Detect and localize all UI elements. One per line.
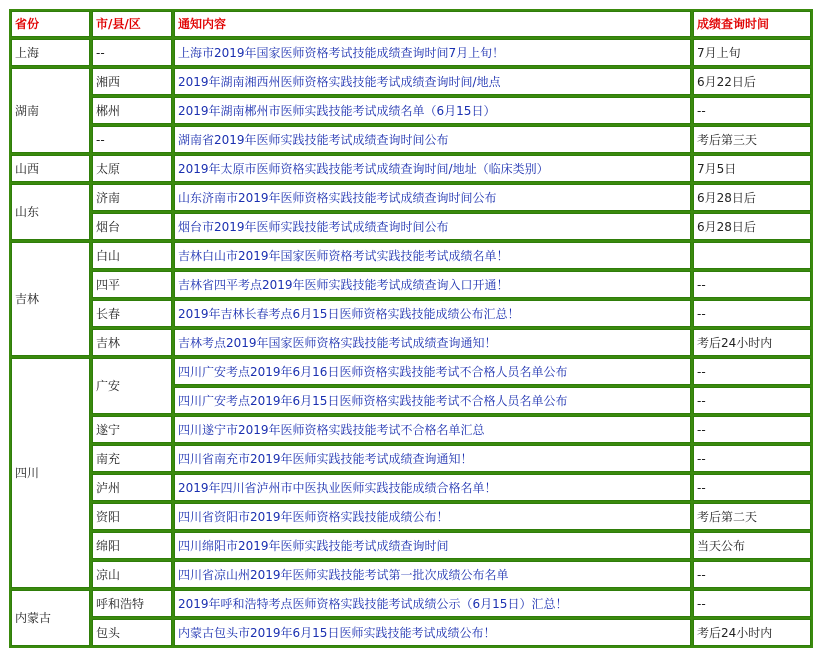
table-row bbox=[11, 445, 811, 472]
query-time-cell: 6月22日后 bbox=[693, 68, 811, 95]
query-time-cell: -- bbox=[693, 445, 811, 472]
province-cell: 四川 bbox=[11, 358, 90, 588]
table-row bbox=[11, 561, 811, 588]
query-time-cell: -- bbox=[693, 300, 811, 327]
notice-link[interactable]: 烟台市2019年医师实践技能考试成绩查询时间公布 bbox=[174, 213, 691, 240]
notice-link[interactable]: 四川省南充市2019年医师实践技能考试成绩查询通知！ bbox=[174, 445, 691, 472]
query-time-cell: 6月28日后 bbox=[693, 213, 811, 240]
city-cell: 绵阳 bbox=[92, 532, 172, 559]
notice-link[interactable]: 吉林考点2019年国家医师资格实践技能考试成绩查询通知！ bbox=[174, 329, 691, 356]
notice-link[interactable]: 吉林省四平考点2019年医师实践技能考试成绩查询入口开通！ bbox=[174, 271, 691, 298]
table-row bbox=[11, 126, 811, 153]
city-cell: 泸州 bbox=[92, 474, 172, 501]
province-cell: 内蒙古 bbox=[11, 590, 90, 646]
city-cell: 长春 bbox=[92, 300, 172, 327]
city-cell: 郴州 bbox=[92, 97, 172, 124]
province-cell: 上海 bbox=[11, 39, 90, 66]
query-time-cell: -- bbox=[693, 561, 811, 588]
query-time-cell: 考后第二天 bbox=[693, 503, 811, 530]
city-cell: 资阳 bbox=[92, 503, 172, 530]
query-time-cell: -- bbox=[693, 97, 811, 124]
table-row bbox=[11, 416, 811, 443]
query-time-cell: -- bbox=[693, 271, 811, 298]
header-row bbox=[11, 11, 811, 37]
city-cell: 包头 bbox=[92, 619, 172, 646]
notice-link[interactable]: 2019年吉林长春考点6月15日医师资格实践技能成绩公布汇总！ bbox=[174, 300, 691, 327]
header-notice: 通知内容 bbox=[174, 11, 691, 37]
table-row bbox=[11, 503, 811, 530]
notice-link[interactable]: 上海市2019年国家医师资格考试技能成绩查询时间7月上旬！ bbox=[174, 39, 691, 66]
table-row bbox=[11, 532, 811, 559]
notice-link[interactable]: 2019年太原市医师资格实践技能考试成绩查询时间/地址（临床类别） bbox=[174, 155, 691, 182]
table-row bbox=[11, 590, 811, 617]
city-cell: 凉山 bbox=[92, 561, 172, 588]
table-row bbox=[11, 68, 811, 95]
header-city: 市/县/区 bbox=[92, 11, 172, 37]
query-time-cell: 7月上旬 bbox=[693, 39, 811, 66]
city-cell: 吉林 bbox=[92, 329, 172, 356]
notice-link[interactable]: 四川遂宁市2019年医师资格实践技能考试不合格名单汇总 bbox=[174, 416, 691, 443]
query-time-cell: -- bbox=[693, 474, 811, 501]
city-cell: 太原 bbox=[92, 155, 172, 182]
notice-link[interactable]: 2019年湖南湘西州医师资格实践技能考试成绩查询时间/地点 bbox=[174, 68, 691, 95]
query-time-cell: 7月5日 bbox=[693, 155, 811, 182]
notice-link[interactable]: 2019年湖南郴州市医师实践技能考试成绩名单（6月15日） bbox=[174, 97, 691, 124]
query-time-cell: -- bbox=[693, 416, 811, 443]
query-time-cell: -- bbox=[693, 387, 811, 414]
province-cell: 吉林 bbox=[11, 242, 90, 356]
table-row bbox=[11, 155, 811, 182]
notice-link[interactable]: 湖南省2019年医师实践技能考试成绩查询时间公布 bbox=[174, 126, 691, 153]
header-query-time: 成绩查询时间 bbox=[693, 11, 811, 37]
city-cell: 湘西 bbox=[92, 68, 172, 95]
query-time-cell: 考后第三天 bbox=[693, 126, 811, 153]
notice-link[interactable]: 2019年四川省泸州市中医执业医师实践技能成绩合格名单！ bbox=[174, 474, 691, 501]
table-row bbox=[11, 329, 811, 356]
table-row bbox=[11, 300, 811, 327]
table-row bbox=[11, 184, 811, 211]
table-row bbox=[11, 358, 811, 385]
city-cell: -- bbox=[92, 126, 172, 153]
notice-link[interactable]: 内蒙古包头市2019年6月15日医师实践技能考试成绩公布！ bbox=[174, 619, 691, 646]
query-time-cell: -- bbox=[693, 358, 811, 385]
city-cell: 遂宁 bbox=[92, 416, 172, 443]
notice-link[interactable]: 四川广安考点2019年6月16日医师资格实践技能考试不合格人员名单公布 bbox=[174, 358, 691, 385]
city-cell: 济南 bbox=[92, 184, 172, 211]
header-province: 省份 bbox=[11, 11, 90, 37]
city-cell: 白山 bbox=[92, 242, 172, 269]
table-row bbox=[11, 619, 811, 646]
table-row bbox=[11, 39, 811, 66]
city-cell: 南充 bbox=[92, 445, 172, 472]
notice-link[interactable]: 四川省凉山州2019年医师实践技能考试第一批次成绩公布名单 bbox=[174, 561, 691, 588]
query-time-cell: 6月28日后 bbox=[693, 184, 811, 211]
city-cell: 广安 bbox=[92, 358, 172, 414]
query-time-cell: 考后24小时内 bbox=[693, 329, 811, 356]
city-cell: -- bbox=[92, 39, 172, 66]
city-cell: 四平 bbox=[92, 271, 172, 298]
notice-link[interactable]: 四川广安考点2019年6月15日医师资格实践技能考试不合格人员名单公布 bbox=[174, 387, 691, 414]
table-row bbox=[11, 474, 811, 501]
notice-link[interactable]: 四川省资阳市2019年医师资格实践技能成绩公布！ bbox=[174, 503, 691, 530]
notice-link[interactable]: 山东济南市2019年医师资格实践技能考试成绩查询时间公布 bbox=[174, 184, 691, 211]
notice-link[interactable]: 四川绵阳市2019年医师实践技能考试成绩查询时间 bbox=[174, 532, 691, 559]
province-cell: 山西 bbox=[11, 155, 90, 182]
table-body bbox=[11, 39, 811, 646]
table-row bbox=[11, 271, 811, 298]
score-notice-table-container bbox=[9, 9, 813, 648]
city-cell: 烟台 bbox=[92, 213, 172, 240]
province-cell: 湖南 bbox=[11, 68, 90, 153]
city-cell: 呼和浩特 bbox=[92, 590, 172, 617]
table-row bbox=[11, 97, 811, 124]
province-cell: 山东 bbox=[11, 184, 90, 240]
notice-link[interactable]: 吉林白山市2019年国家医师资格考试实践技能考试成绩名单！ bbox=[174, 242, 691, 269]
table-row bbox=[11, 242, 811, 269]
query-time-cell: -- bbox=[693, 590, 811, 617]
table-row bbox=[11, 213, 811, 240]
query-time-cell: 考后24小时内 bbox=[693, 619, 811, 646]
score-notice-table bbox=[9, 9, 813, 648]
notice-link[interactable]: 2019年呼和浩特考点医师资格实践技能考试成绩公示（6月15日）汇总！ bbox=[174, 590, 691, 617]
query-time-cell bbox=[693, 242, 811, 269]
query-time-cell: 当天公布 bbox=[693, 532, 811, 559]
